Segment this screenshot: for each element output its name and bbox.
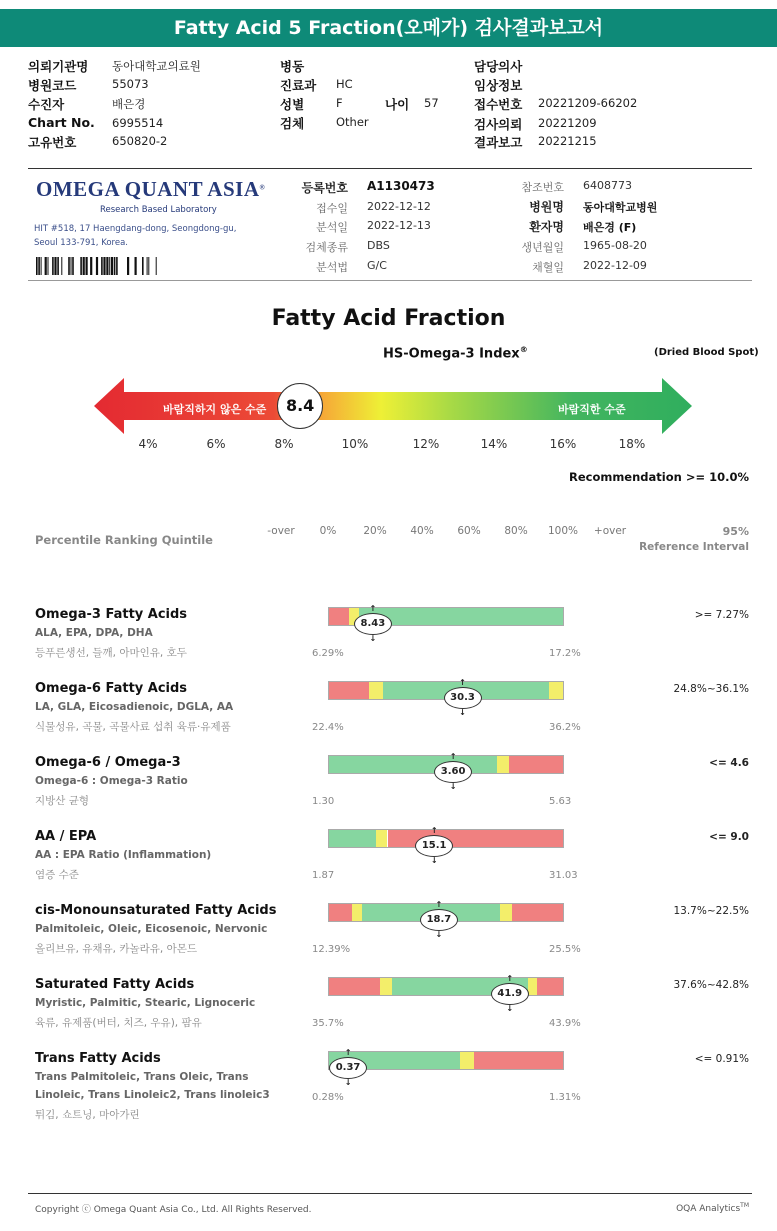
row-title: AA / EPA	[35, 829, 97, 844]
barcode-bar	[86, 257, 88, 275]
barcode-bar	[103, 257, 105, 275]
range-min: 1.30	[312, 796, 335, 807]
meta-label: 검체	[280, 116, 305, 131]
info-value: 2022-12-09	[583, 259, 647, 272]
recommendation: Recommendation >= 10.0%	[568, 470, 749, 484]
range-max: 36.2%	[549, 722, 581, 733]
quintile-tick: 80%	[504, 525, 528, 537]
range-max: 17.2%	[549, 648, 581, 659]
value-marker: ↑ 30.3 ↓	[444, 687, 482, 709]
range-segment	[369, 682, 383, 699]
meta-value: 650820-2	[112, 134, 168, 148]
meta-value: HC	[336, 77, 353, 91]
meta-value: 55073	[112, 77, 149, 91]
scale-label: 18%	[618, 437, 646, 451]
ref-interval-label: Reference Interval	[639, 541, 749, 553]
range-segment	[329, 608, 349, 625]
range-min: 1.87	[312, 870, 335, 881]
meta-value: 6995514	[112, 116, 164, 130]
info-value: 동아대학교병원	[583, 201, 658, 214]
range-segment	[549, 682, 563, 699]
barcode-bar	[41, 257, 42, 275]
range-min: 22.4%	[312, 722, 344, 733]
row-subtitle: Myristic, Palmitic, Stearic, Lignoceric	[35, 997, 256, 1009]
info-value: 배은경 (F)	[583, 221, 637, 234]
row-subtitle: Trans Palmitoleic, Trans Oleic, Trans	[35, 1071, 249, 1083]
meta-label: 담당의사	[474, 59, 523, 74]
info-label: 참조번호	[521, 181, 564, 194]
info-label: 접수일	[316, 202, 348, 215]
info-value: DBS	[367, 239, 390, 252]
range-max: 31.03	[549, 870, 578, 881]
lab-subtitle: Research Based Laboratory	[100, 205, 217, 215]
meta-label: 수진자	[28, 97, 65, 112]
row-title: Saturated Fatty Acids	[35, 977, 195, 992]
info-value: G/C	[367, 259, 387, 272]
barcode-bar	[109, 257, 110, 275]
range-segment	[497, 756, 509, 773]
range-segment	[352, 904, 361, 921]
scale-label: 6%	[206, 437, 226, 451]
scale-label: 10%	[341, 437, 369, 451]
row-food-sources: 육류, 유제품(버터, 치즈, 우유), 팜유	[35, 1017, 202, 1029]
range-max: 1.31%	[549, 1092, 581, 1103]
row-title: Omega-6 / Omega-3	[35, 755, 181, 770]
main-title: Fatty Acid Fraction	[271, 306, 506, 331]
meta-label: 병원코드	[28, 78, 77, 93]
barcode-bar	[57, 257, 59, 275]
info-label: 생년월일	[521, 241, 564, 254]
value-marker: ↑ 0.37 ↓	[329, 1057, 367, 1079]
scale-label: 8%	[274, 437, 294, 451]
gauge-left-label: 바람직하지 않은 수준	[163, 403, 267, 416]
value-marker: ↑ 3.60 ↓	[434, 761, 472, 783]
divider	[28, 1193, 752, 1194]
row-subtitle: LA, GLA, Eicosadienoic, DGLA, AA	[35, 701, 234, 713]
quintile-tick: 0%	[319, 525, 337, 537]
row-food-sources: 염증 수준	[35, 869, 79, 881]
row-title: Trans Fatty Acids	[35, 1051, 161, 1066]
row-food-sources: 튀김, 쇼트닝, 마아가린	[35, 1109, 140, 1121]
lab-logo	[36, 177, 265, 202]
info-label: 채혈일	[532, 261, 564, 274]
meta-label: 접수번호	[474, 97, 523, 112]
info-value: 2022-12-12	[367, 200, 431, 213]
trademark-mark: TM	[740, 1202, 749, 1209]
value-marker: ↑ 41.9 ↓	[491, 983, 529, 1005]
row-food-sources: 올리브유, 유채유, 카놀라유, 아몬드	[35, 943, 198, 955]
barcode-bar	[71, 257, 72, 275]
barcode-bar	[83, 257, 85, 275]
gauge-right-label: 바람직한 수준	[558, 403, 626, 416]
barcode-bar	[111, 257, 113, 275]
meta-value: 20221215	[538, 134, 597, 148]
info-label: 환자명	[529, 220, 564, 234]
range-min: 0.28%	[312, 1092, 344, 1103]
meta-label: Chart No.	[28, 115, 95, 130]
range-segment	[509, 756, 563, 773]
range-segment	[329, 682, 369, 699]
range-segment	[460, 1052, 474, 1069]
barcode-bar	[45, 257, 47, 275]
barcode-bar	[72, 257, 74, 275]
info-value: 2022-12-13	[367, 219, 431, 232]
barcode-bar	[114, 257, 116, 275]
range-segment	[537, 978, 563, 995]
meta-value: 57	[424, 96, 439, 110]
divider	[28, 280, 752, 281]
range-segment	[329, 830, 376, 847]
range-min: 35.7%	[312, 1018, 344, 1029]
info-label: 검체종류	[305, 241, 348, 254]
quintile-tick: 40%	[410, 525, 434, 537]
registered-mark: ®	[519, 345, 528, 354]
barcode-bar	[148, 257, 149, 275]
range-segment	[474, 1052, 563, 1069]
meta-value: 동아대학교의료원	[112, 59, 201, 73]
ref-95: 95%	[722, 525, 749, 538]
scale-label: 12%	[412, 437, 440, 451]
range-segment	[329, 904, 352, 921]
reference-range: >= 7.27%	[694, 609, 749, 621]
row-subtitle: Linoleic, Trans Linoleic2, Trans linoleic3	[35, 1089, 270, 1101]
lab-logo-text: OMEGA QUANT ASIA	[36, 177, 260, 201]
barcode-bar	[116, 257, 118, 275]
quintile-tick: 100%	[547, 525, 579, 537]
range-min: 12.39%	[312, 944, 351, 955]
row-title: Omega-6 Fatty Acids	[35, 681, 188, 696]
row-subtitle: Omega-6 : Omega-3 Ratio	[35, 775, 188, 787]
row-subtitle: ALA, EPA, DPA, DHA	[35, 627, 153, 639]
info-value: 1965-08-20	[583, 239, 647, 252]
row-food-sources: 식물성유, 곡물, 곡물사료 섭취 육류·유제품	[35, 721, 231, 733]
barcode-bar	[36, 257, 38, 275]
meta-value: 20221209	[538, 116, 597, 130]
value-marker: ↑ 15.1 ↓	[415, 835, 453, 857]
meta-value: 배은경	[112, 97, 146, 111]
range-max: 5.63	[549, 796, 572, 807]
info-label: 등록번호	[301, 181, 348, 195]
range-segment	[329, 756, 497, 773]
barcode-bar	[90, 257, 92, 275]
meta-label: 고유번호	[28, 135, 77, 150]
meta-label: 의뢰기관명	[28, 59, 89, 74]
barcode-bar	[147, 257, 148, 275]
barcode-bar	[156, 257, 157, 275]
range-segment	[388, 830, 564, 847]
meta-label: 임상정보	[474, 78, 523, 93]
sample-type: (Dried Blood Spot)	[654, 347, 759, 358]
scale-label: 4%	[138, 437, 158, 451]
barcode-bar	[52, 257, 54, 275]
barcode-bar	[48, 257, 49, 275]
scale-label: 16%	[549, 437, 577, 451]
barcode-bar	[96, 257, 98, 275]
report-title: Fatty Acid 5 Fraction(오메가) 검사결과보고서	[0, 9, 777, 47]
reference-range: 24.8%~36.1%	[673, 683, 749, 695]
barcode-bar	[68, 257, 70, 275]
footer-brand	[676, 1202, 749, 1214]
footer-brand-text: OQA Analytics	[676, 1204, 741, 1214]
info-label: 분석법	[316, 261, 348, 274]
range-segment	[512, 904, 563, 921]
meta-label: 성별	[280, 97, 305, 112]
row-title: cis-Monounsaturated Fatty Acids	[35, 903, 277, 918]
meta-value: 20221209-66202	[538, 96, 638, 110]
meta-label: 검사의뢰	[474, 117, 523, 132]
barcode-bar	[106, 257, 108, 275]
range-segment	[376, 830, 388, 847]
info-value: A1130473	[367, 179, 435, 193]
info-value: 6408773	[583, 179, 632, 192]
range-min: 6.29%	[312, 648, 344, 659]
lab-address-line1: HIT #518, 17 Haengdang-dong, Seongdong-gu,	[34, 224, 237, 234]
barcode-bar	[61, 257, 62, 275]
reference-range: <= 4.6	[709, 757, 749, 769]
quintile-tick: -over	[267, 525, 295, 537]
barcode-bar	[54, 257, 56, 275]
value-marker: ↑ 18.7 ↓	[420, 909, 458, 931]
value-marker: ↑ 8.43 ↓	[354, 613, 392, 635]
index-value-marker	[277, 383, 323, 429]
index-value: 8.4	[285, 396, 315, 415]
meta-label: 나이	[385, 97, 410, 112]
range-segment	[329, 978, 380, 995]
row-subtitle: Palmitoleic, Oleic, Eicosenoic, Nervonic	[35, 923, 268, 935]
quintile-label: Percentile Ranking Quintile	[35, 533, 213, 547]
registered-mark: ®	[259, 183, 266, 192]
scale-label: 14%	[480, 437, 508, 451]
range-segment	[528, 978, 537, 995]
barcode-bar	[38, 257, 40, 275]
barcode-bar	[135, 257, 137, 275]
reference-range: <= 9.0	[709, 831, 749, 843]
divider	[28, 168, 752, 169]
reference-range: 13.7%~22.5%	[673, 905, 749, 917]
range-max: 43.9%	[549, 1018, 581, 1029]
range-segment	[380, 978, 392, 995]
quintile-tick: 60%	[457, 525, 481, 537]
quintile-tick: +over	[593, 525, 627, 537]
index-title-text: HS-Omega-3 Index	[383, 346, 520, 362]
footer-copyright: Copyright ⓒ Omega Quant Asia Co., Ltd. All Rights Reserved.	[35, 1205, 312, 1215]
barcode-bar	[101, 257, 103, 275]
reference-range: <= 0.91%	[694, 1053, 749, 1065]
barcode-icon	[36, 257, 170, 275]
barcode-bar	[142, 257, 144, 275]
barcode-bar	[80, 257, 82, 275]
range-max: 25.5%	[549, 944, 581, 955]
row-food-sources: 지방산 균형	[35, 795, 90, 807]
row-title: Omega-3 Fatty Acids	[35, 607, 188, 622]
row-food-sources: 등푸른생선, 들깨, 아마인유, 호두	[35, 647, 187, 659]
barcode-bar	[127, 257, 129, 275]
info-label: 병원명	[529, 200, 564, 214]
meta-label: 결과보고	[474, 135, 523, 150]
meta-value: Other	[336, 115, 369, 129]
lab-address-line2: Seoul 133-791, Korea.	[34, 238, 128, 248]
reference-range: 37.6%~42.8%	[673, 979, 749, 991]
range-segment	[500, 904, 512, 921]
info-label: 분석일	[316, 221, 348, 234]
meta-label: 진료과	[280, 78, 317, 93]
row-subtitle: AA : EPA Ratio (Inflammation)	[35, 849, 212, 861]
meta-label: 병동	[280, 59, 305, 74]
quintile-tick: 20%	[363, 525, 387, 537]
index-title	[383, 345, 528, 361]
meta-value: F	[336, 96, 343, 110]
